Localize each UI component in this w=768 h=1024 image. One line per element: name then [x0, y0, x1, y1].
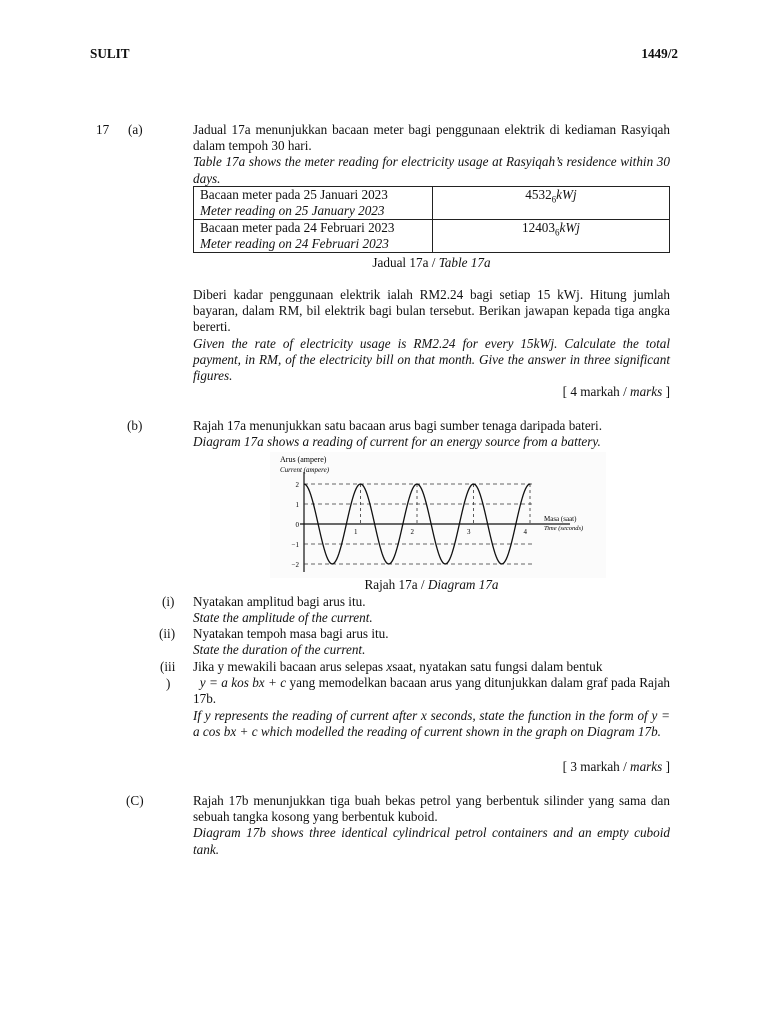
diagram-caption: [193, 577, 670, 593]
sub-ii-ms: Nyatakan tempoh masa bagi arus itu.: [193, 626, 389, 641]
data-point: [431, 523, 432, 524]
reading-unit: kWj: [559, 220, 580, 235]
sub-ii-en: State the duration of the current.: [193, 642, 366, 658]
part-b-intro-ms: Rajah 17a menunjukkan satu bacaan arus bagi sumber tenaga daripada bateri.: [193, 418, 603, 433]
data-point: [388, 563, 389, 564]
table-cell-label: [194, 187, 433, 220]
data-point: [303, 483, 304, 484]
sub-i-en: State the amplitude of the current.: [193, 610, 373, 626]
sub-iii-label-b: ): [166, 676, 171, 691]
part-b-intro-en: Diagram 17a shows a reading of current for an energy source from a battery.: [193, 434, 601, 450]
marks-word: marks: [630, 759, 663, 774]
data-point: [473, 483, 474, 484]
table-cell-value: [433, 220, 670, 253]
x-axis-label-ms: Masa (saat): [544, 515, 577, 523]
part-b-marks: [470, 759, 670, 775]
header-sulit: SULIT: [90, 46, 130, 61]
part-a-question: [193, 287, 670, 384]
sub-iii-label-a: (iii: [160, 659, 176, 674]
sub-iii-ms-formula: y = a kos bx + c: [199, 675, 287, 691]
question-number: 17: [96, 122, 110, 137]
y-tick-label: −2: [291, 561, 299, 569]
x-tick-label: 2: [410, 528, 414, 536]
marks-suffix: ]: [662, 384, 670, 399]
data-point: [360, 483, 361, 484]
row-label-ms: Bacaan meter pada 25 Januari 2023: [200, 187, 388, 202]
sub-iii-en: [193, 708, 670, 740]
data-point: [416, 483, 417, 484]
row-label-en: Meter reading on 25 January 2023: [200, 203, 385, 218]
data-point: [487, 523, 488, 524]
part-a-intro: [193, 122, 670, 187]
part-b-intro: [193, 418, 670, 450]
sub-ii-label: (ii): [159, 626, 176, 641]
reading-value: 4532: [525, 187, 552, 202]
sub-i-ms: Nyatakan amplitud bagi arus itu.: [193, 594, 366, 609]
header-paper-code: 1449/2: [641, 46, 678, 61]
part-c-intro-en: Diagram 17b shows three identical cylindrical petrol containers and an empty cuboid tank.: [193, 825, 670, 857]
diagram-caption-en: Diagram 17a: [427, 577, 499, 592]
x-tick-label: 4: [523, 528, 527, 536]
part-c-label: (C): [126, 793, 144, 808]
sub-iii-ms-line1: [193, 659, 670, 675]
data-point: [529, 483, 530, 484]
reading-unit: kWj: [556, 187, 577, 202]
part-c-intro: [193, 793, 670, 858]
data-point: [459, 523, 460, 524]
y-tick-label: −1: [291, 541, 299, 549]
data-point: [445, 563, 446, 564]
data-point: [501, 563, 502, 564]
row-label-ms: Bacaan meter pada 24 Februari 2023: [200, 220, 395, 235]
part-a-intro-ms: Jadual 17a menunjukkan bacaan meter bagi penggunaan elektrik di kediaman Rasyiqah dalam tempoh 30 hari.: [193, 122, 670, 154]
x-tick-label: 3: [467, 528, 471, 536]
sub-iii-en-part1: If y represents the reading of current after x seconds, state the function in the form of: [193, 707, 652, 723]
part-c-intro-ms: Rajah 17b menunjukkan tiga buah bekas petrol yang berbentuk silinder yang sama dan sebuah tangka kosong yang berbentuk kuboid.: [193, 793, 670, 825]
part-a-question-ms: Diberi kadar penggunaan elektrik ialah RM2.24 bagi setiap 15 kWj. Hitung jumlah bayaran, dalam RM, bil elektrik bagi bulan tersebut. Berikan jawapan kepada tiga angka bererti.: [193, 287, 670, 335]
data-point: [346, 523, 347, 524]
data-point: [402, 523, 403, 524]
part-b-label: (b): [127, 418, 143, 433]
table-caption: [193, 255, 670, 271]
x-axis-label-en: Time (seconds): [544, 525, 584, 532]
sub-iii-ms-part3: yang memodelkan bacaan arus yang ditunjukkan dalam graf pada Rajah 17b.: [193, 675, 671, 707]
sub-iii-en-formula: y = a cos bx + c: [193, 707, 670, 739]
y-axis-label-en: Current (ampere): [280, 466, 330, 474]
data-point: [515, 523, 516, 524]
y-axis-label-ms: Arus (ampere): [280, 455, 327, 464]
x-tick-label: 1: [354, 528, 358, 536]
marks-prefix: [ 4 markah /: [562, 384, 631, 399]
part-a-question-en: Given the rate of electricity usage is RM2.24 for every 15kWj. Calculate the total payment, in RM, of the electricity bill on that month. Give the answer in three significant figures.: [193, 335, 670, 384]
reading-base: 6: [551, 194, 557, 205]
reading-value: 12403: [522, 220, 555, 235]
part-a-marks: [470, 384, 670, 400]
part-a-label: (a): [128, 122, 143, 137]
sub-i-text: [193, 594, 670, 626]
data-point: [374, 523, 375, 524]
reading-base: 6: [554, 227, 560, 238]
diagram-caption-ms: Rajah 17a /: [364, 577, 428, 592]
sub-iii-ms-line2: [193, 675, 670, 707]
y-tick-label: 2: [295, 481, 299, 489]
marks-prefix: [ 3 markah /: [562, 759, 631, 774]
data-point: [332, 563, 333, 564]
part-a-intro-en: Table 17a shows the meter reading for electricity usage at Rasyiqah’s residence within 30 days.: [193, 154, 670, 186]
sub-iii-en-part2: which modelled the reading of current shown in the graph on Diagram 17b.: [257, 723, 661, 739]
table-caption-en: Table 17a: [438, 255, 491, 270]
table-row: [194, 220, 670, 253]
sub-ii-text: [193, 626, 670, 658]
table-cell-label: [194, 220, 433, 253]
meter-reading-table: [193, 186, 670, 253]
sub-iii-text: [193, 659, 670, 740]
y-tick-label: 1: [295, 501, 299, 509]
sub-iii-ms-part1: Jika y mewakili bacaan arus selepas: [193, 659, 387, 674]
table-row: [194, 187, 670, 220]
table-caption-ms: Jadual 17a /: [372, 255, 439, 270]
sub-i-label: (i): [162, 594, 175, 609]
data-point: [318, 523, 319, 524]
row-label-en: Meter reading on 24 Februari 2023: [200, 236, 389, 251]
sub-iii-ms-part2: saat, nyatakan satu fungsi dalam bentuk: [392, 659, 603, 674]
current-graph: [270, 452, 606, 578]
marks-word: marks: [630, 384, 663, 399]
sub-iii-ms-x: x: [386, 659, 393, 674]
y-tick-label: 0: [295, 521, 299, 529]
table-cell-value: [433, 187, 670, 220]
marks-suffix: ]: [662, 759, 670, 774]
